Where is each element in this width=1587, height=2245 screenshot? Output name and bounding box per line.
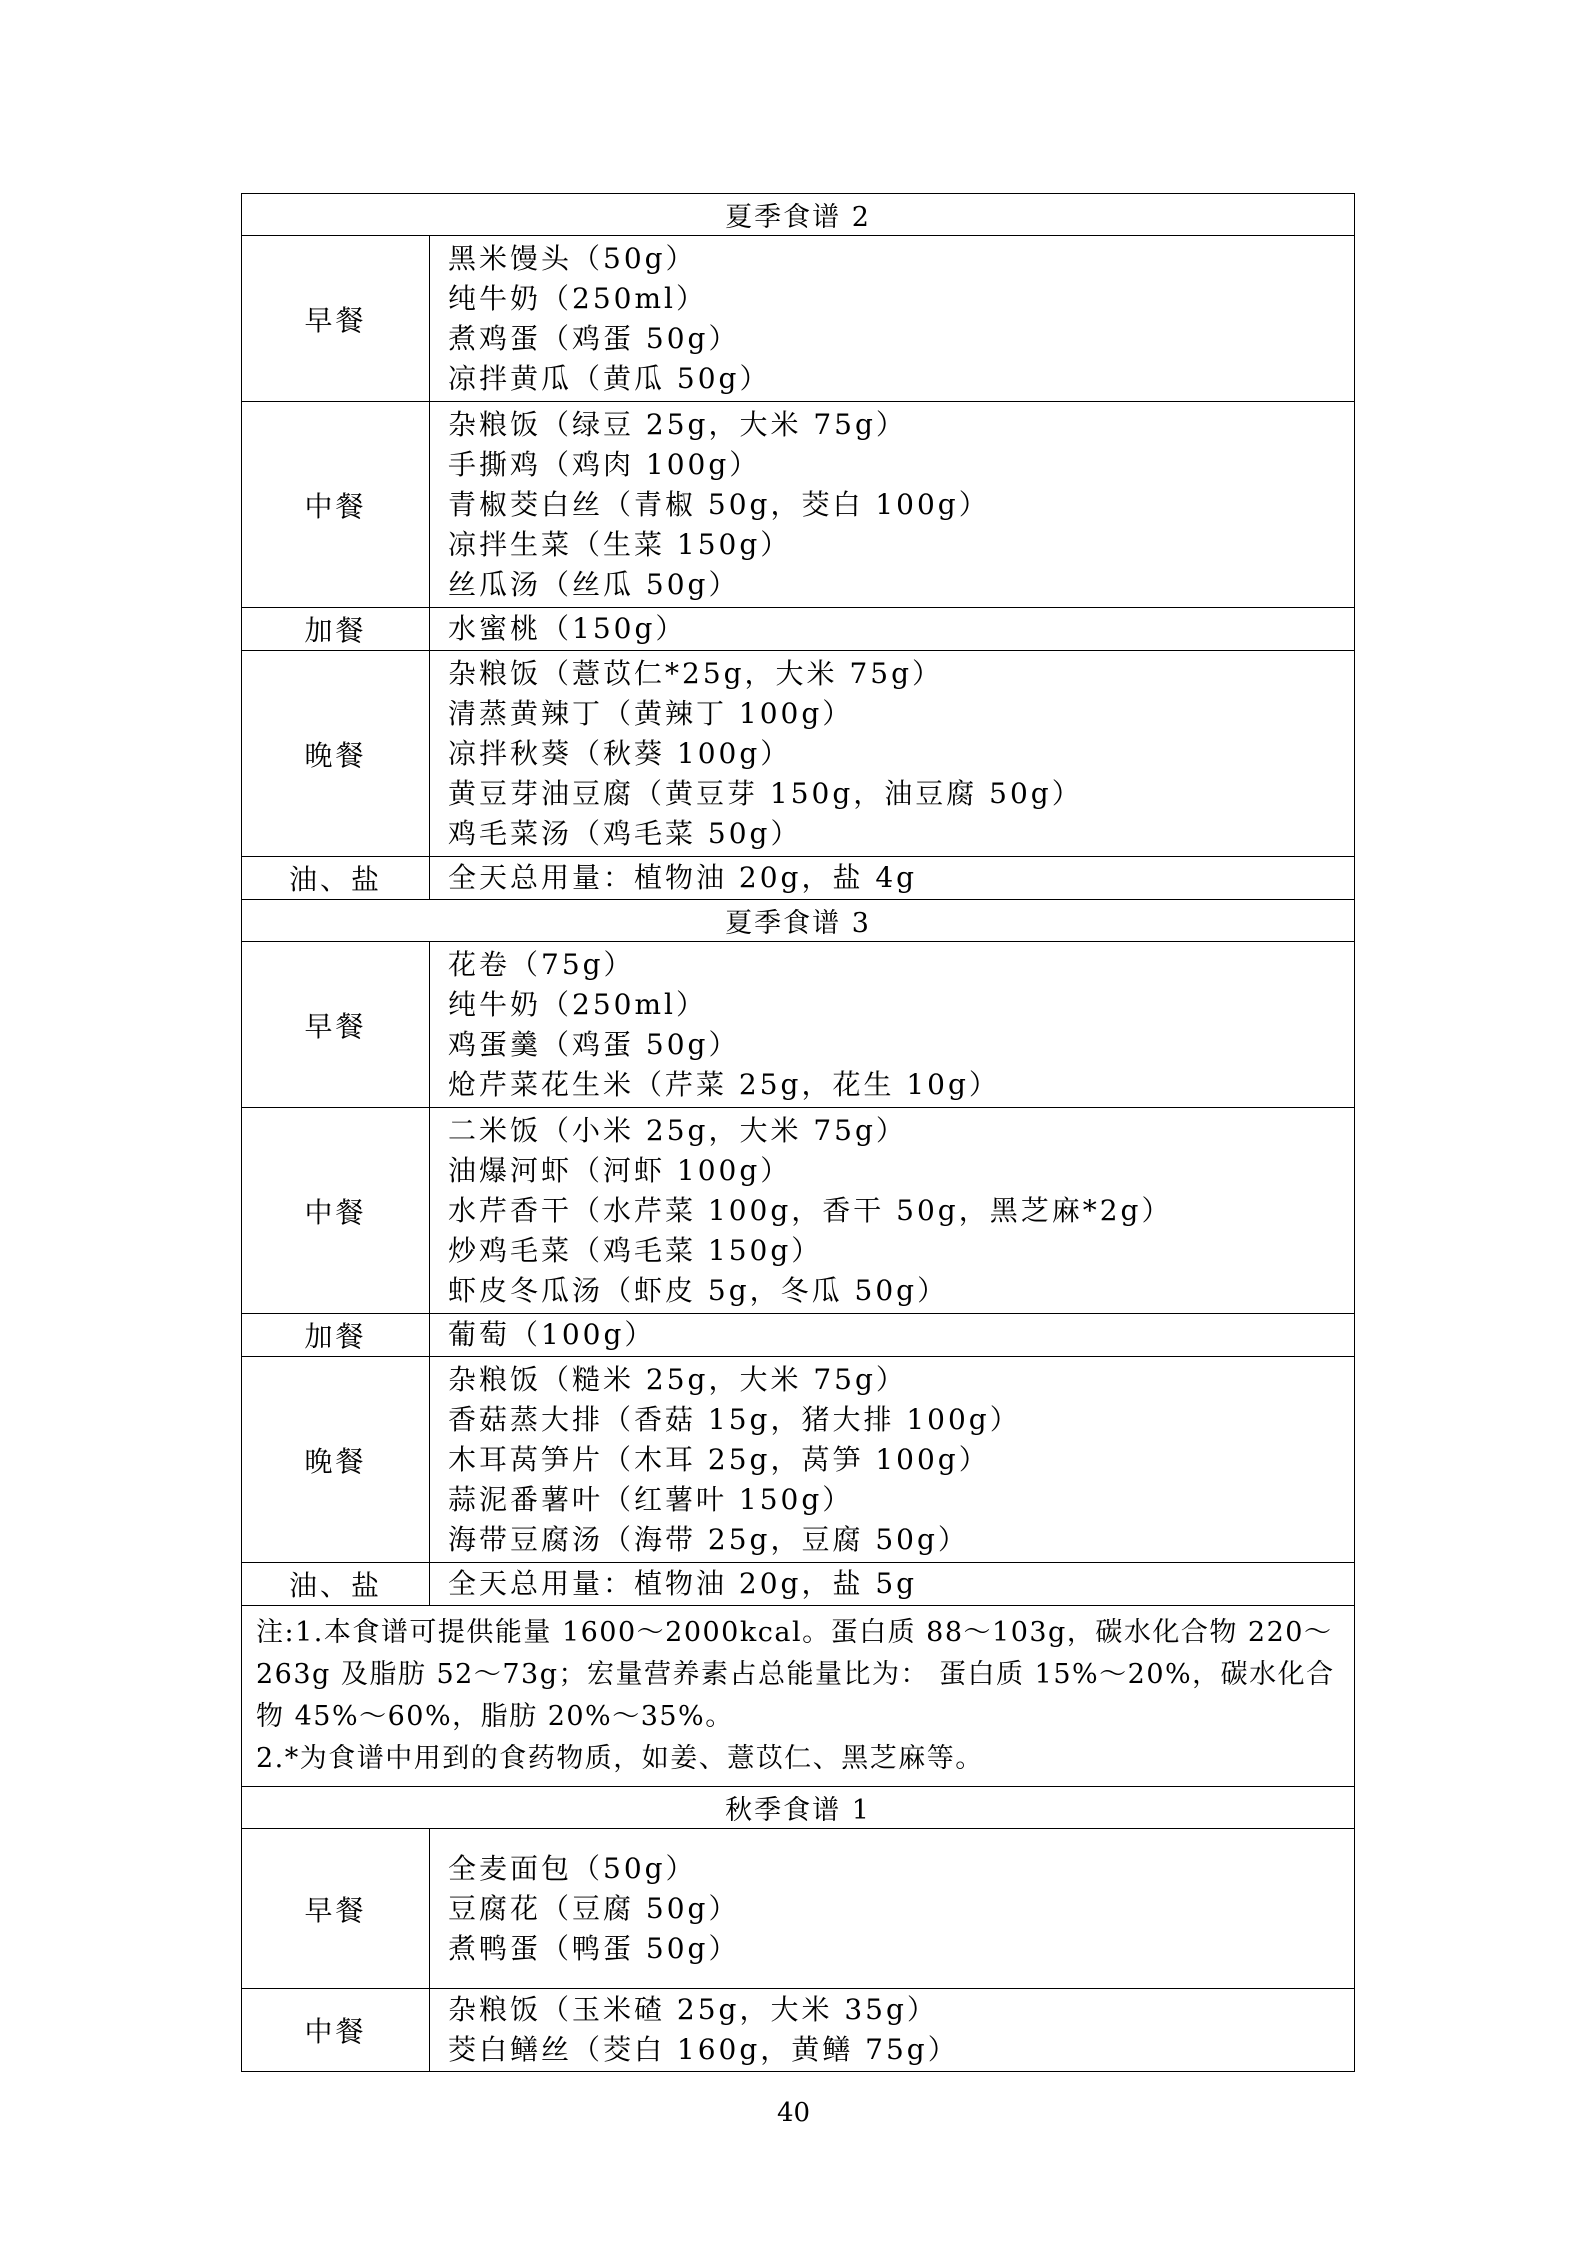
dish-item: 油爆河虾（河虾 100g） bbox=[448, 1153, 792, 1187]
meal-items bbox=[430, 651, 1355, 857]
meal-row bbox=[242, 857, 1355, 900]
meal-items bbox=[430, 236, 1355, 402]
meal-row bbox=[242, 1314, 1355, 1357]
meal-row bbox=[242, 402, 1355, 608]
note-line: 263g 及脂肪 52～73g；宏量营养素占总能量比为： 蛋白质 15%～20%，碳水化合 bbox=[256, 1659, 1335, 1690]
note-line: 物 45%～60%，脂肪 20%～35%。 bbox=[256, 1701, 734, 1732]
dish-item: 黄豆芽油豆腐（黄豆芽 150g，油豆腐 50g） bbox=[448, 776, 1083, 810]
meal-row bbox=[242, 1108, 1355, 1314]
dish-item: 煮鸭蛋（鸭蛋 50g） bbox=[448, 1931, 740, 1965]
meal-row bbox=[242, 1563, 1355, 1606]
nutrition-note bbox=[242, 1606, 1355, 1787]
meal-label: 早餐 bbox=[242, 236, 430, 402]
meal-items bbox=[430, 1829, 1355, 1989]
dish-item: 木耳莴笋片（木耳 25g，莴笋 100g） bbox=[448, 1442, 990, 1476]
meal-items bbox=[430, 1989, 1355, 2072]
meal-items bbox=[430, 402, 1355, 608]
dish-item: 凉拌秋葵（秋葵 100g） bbox=[448, 736, 792, 770]
recipe-table-body bbox=[242, 194, 1355, 2072]
recipe-title-row bbox=[242, 1787, 1355, 1829]
dish-item: 二米饭（小米 25g，大米 75g） bbox=[448, 1113, 907, 1147]
meal-items bbox=[430, 1357, 1355, 1563]
meal-label: 早餐 bbox=[242, 942, 430, 1108]
dish-item: 煮鸡蛋（鸡蛋 50g） bbox=[448, 321, 740, 355]
dish-item: 全天总用量：植物油 20g，盐 5g bbox=[448, 1567, 918, 1600]
dish-item: 全麦面包（50g） bbox=[448, 1851, 697, 1885]
meal-row bbox=[242, 1989, 1355, 2072]
dish-item: 杂粮饭（绿豆 25g，大米 75g） bbox=[448, 407, 907, 441]
meal-label: 早餐 bbox=[242, 1829, 430, 1989]
meal-row bbox=[242, 942, 1355, 1108]
meal-items bbox=[430, 1563, 1355, 1606]
dish-item: 茭白鳝丝（茭白 160g，黄鳝 75g） bbox=[448, 2033, 959, 2066]
dish-item: 凉拌生菜（生菜 150g） bbox=[448, 527, 792, 561]
recipe-title-row bbox=[242, 194, 1355, 236]
dish-item: 水蜜桃（150g） bbox=[448, 612, 687, 645]
dish-item: 豆腐花（豆腐 50g） bbox=[448, 1891, 740, 1925]
meal-label: 油、盐 bbox=[242, 1563, 430, 1606]
meal-row bbox=[242, 1829, 1355, 1989]
meal-label: 晚餐 bbox=[242, 651, 430, 857]
meal-items bbox=[430, 942, 1355, 1108]
meal-label: 中餐 bbox=[242, 402, 430, 608]
meal-label: 油、盐 bbox=[242, 857, 430, 900]
meal-items bbox=[430, 608, 1355, 651]
meal-row bbox=[242, 608, 1355, 651]
note-line: 2.*为食谱中用到的食药物质，如姜、薏苡仁、黑芝麻等。 bbox=[256, 1743, 984, 1774]
meal-items bbox=[430, 1314, 1355, 1357]
dish-item: 全天总用量：植物油 20g，盐 4g bbox=[448, 861, 918, 894]
dish-item: 杂粮饭（糙米 25g，大米 75g） bbox=[448, 1362, 907, 1396]
dish-item: 虾皮冬瓜汤（虾皮 5g，冬瓜 50g） bbox=[448, 1273, 949, 1307]
note-row bbox=[242, 1606, 1355, 1787]
meal-row bbox=[242, 236, 1355, 402]
note-line: 注:1.本食谱可提供能量 1600～2000kcal。蛋白质 88～103g，碳水化合物 220～ bbox=[256, 1617, 1333, 1648]
recipe-table bbox=[241, 193, 1355, 2072]
dish-item: 手撕鸡（鸡肉 100g） bbox=[448, 447, 761, 481]
meal-label: 加餐 bbox=[242, 608, 430, 651]
dish-item: 葡萄（100g） bbox=[448, 1318, 656, 1351]
recipe-title-row bbox=[242, 900, 1355, 942]
dish-item: 纯牛奶（250ml） bbox=[448, 987, 707, 1021]
dish-item: 海带豆腐汤（海带 25g，豆腐 50g） bbox=[448, 1522, 969, 1556]
meal-items bbox=[430, 1108, 1355, 1314]
meal-label: 晚餐 bbox=[242, 1357, 430, 1563]
dish-item: 炒鸡毛菜（鸡毛菜 150g） bbox=[448, 1233, 823, 1267]
meal-label: 中餐 bbox=[242, 1989, 430, 2072]
dish-item: 凉拌黄瓜（黄瓜 50g） bbox=[448, 361, 771, 395]
dish-item: 鸡毛菜汤（鸡毛菜 50g） bbox=[448, 816, 802, 850]
dish-item: 鸡蛋羹（鸡蛋 50g） bbox=[448, 1027, 740, 1061]
dish-item: 蒜泥番薯叶（红薯叶 150g） bbox=[448, 1482, 854, 1516]
dish-item: 纯牛奶（250ml） bbox=[448, 281, 707, 315]
recipe-title: 夏季食谱 3 bbox=[242, 900, 1355, 942]
meal-row bbox=[242, 651, 1355, 857]
page-number: 40 bbox=[776, 2098, 811, 2128]
dish-item: 水芹香干（水芹菜 100g，香干 50g，黑芝麻*2g） bbox=[448, 1193, 1173, 1227]
meal-label: 加餐 bbox=[242, 1314, 430, 1357]
meal-row bbox=[242, 1357, 1355, 1563]
dish-item: 清蒸黄辣丁（黄辣丁 100g） bbox=[448, 696, 854, 730]
dish-item: 黑米馒头（50g） bbox=[448, 241, 697, 275]
dish-item: 花卷（75g） bbox=[448, 947, 635, 981]
dish-item: 杂粮饭（玉米碴 25g，大米 35g） bbox=[448, 1993, 938, 2026]
dish-item: 杂粮饭（薏苡仁*25g，大米 75g） bbox=[448, 656, 944, 690]
dish-item: 炝芹菜花生米（芹菜 25g，花生 10g） bbox=[448, 1067, 1000, 1101]
meal-items bbox=[430, 857, 1355, 900]
dish-item: 青椒茭白丝（青椒 50g，茭白 100g） bbox=[448, 487, 990, 521]
meal-label: 中餐 bbox=[242, 1108, 430, 1314]
recipe-title: 夏季食谱 2 bbox=[242, 194, 1355, 236]
dish-item: 丝瓜汤（丝瓜 50g） bbox=[448, 567, 740, 601]
dish-item: 香菇蒸大排（香菇 15g，猪大排 100g） bbox=[448, 1402, 1021, 1436]
recipe-title: 秋季食谱 1 bbox=[242, 1787, 1355, 1829]
